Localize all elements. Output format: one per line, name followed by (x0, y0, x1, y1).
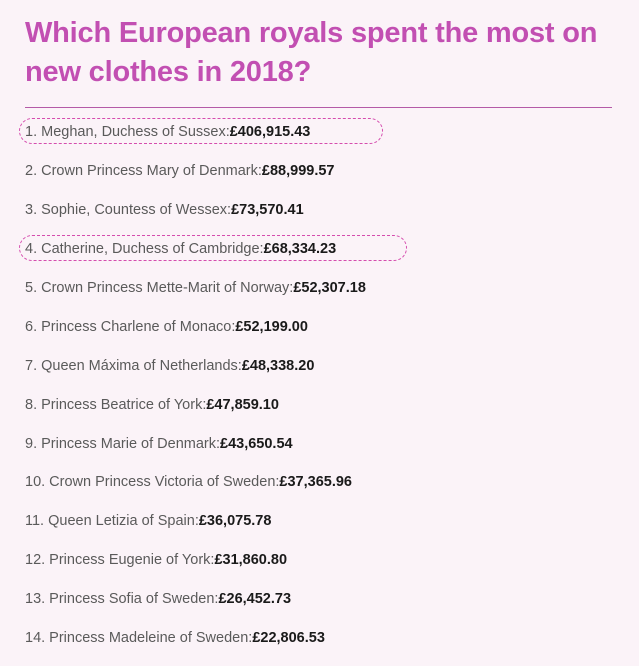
list-item (0, 424, 639, 463)
spend-amount: £68,334.23 (263, 241, 337, 258)
royal-name: 9. Princess Marie of Denmark: (25, 435, 221, 452)
list-item-highlighted (0, 113, 639, 152)
royal-name: 7. Queen Máxima of Netherlands: (25, 357, 242, 374)
spend-amount: £22,806.53 (252, 630, 325, 647)
list-item (0, 346, 639, 385)
spend-amount: £43,650.54 (220, 435, 293, 452)
royal-name: 11. Queen Letizia of Spain: (25, 513, 199, 530)
spend-amount: £73,570.41 (231, 202, 304, 219)
spend-amount: £406,915.43 (229, 124, 311, 141)
list-item-highlighted (0, 230, 639, 269)
list-item (0, 191, 639, 230)
list-item (0, 463, 639, 502)
title-divider (25, 107, 612, 108)
royal-name: 3. Sophie, Countess of Wessex: (25, 202, 232, 219)
list-item (0, 269, 639, 308)
royal-name: 2. Crown Princess Mary of Denmark: (25, 163, 262, 180)
royal-name: 1. Meghan, Duchess of Sussex: (25, 124, 230, 141)
royal-name: 4. Catherine, Duchess of Cambridge: (25, 241, 264, 258)
spend-amount: £47,859.10 (206, 396, 279, 413)
spend-amount: £31,860.80 (214, 552, 288, 569)
spend-amount: £88,999.57 (261, 163, 335, 180)
ranking-list (0, 113, 639, 657)
royal-name: 12. Princess Eugenie of York: (25, 552, 215, 569)
spend-amount: £52,307.18 (293, 280, 366, 296)
list-item (0, 619, 639, 658)
spend-amount: £37,365.96 (279, 474, 352, 491)
royal-name: 13. Princess Sofia of Sweden: (25, 591, 219, 608)
royal-name: 14. Princess Madeleine of Sweden: (25, 630, 253, 647)
list-item (0, 385, 639, 424)
list-item (0, 580, 639, 619)
list-item (0, 502, 639, 541)
royal-name: 8. Princess Beatrice of York: (25, 396, 207, 413)
spend-amount: £48,338.20 (241, 357, 315, 374)
page-title: Which European royals spent the most on new clothes in 2018? (25, 17, 598, 88)
list-item (0, 152, 639, 191)
list-item (0, 307, 639, 346)
royal-name: 6. Princess Charlene of Monaco: (25, 318, 236, 335)
list-item (0, 541, 639, 580)
royal-name: 10. Crown Princess Victoria of Sweden: (25, 474, 280, 491)
spend-amount: £26,452.73 (218, 591, 292, 608)
spend-amount: £52,199.00 (235, 318, 308, 335)
spend-amount: £36,075.78 (198, 513, 272, 530)
royal-name: 5. Crown Princess Mette-Marit of Norway: (25, 280, 294, 296)
